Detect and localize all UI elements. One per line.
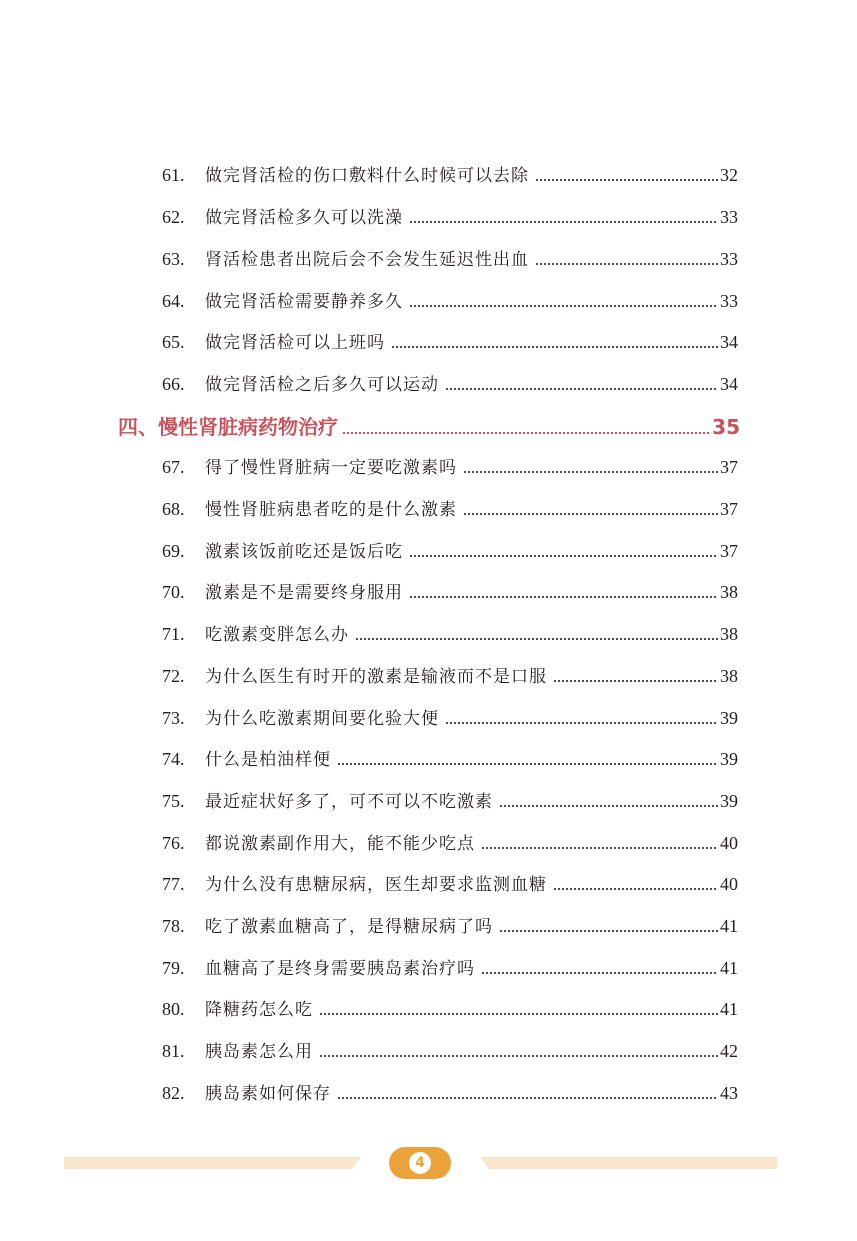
entry-title: 做完肾活检的伤口敷料什么时候可以去除: [205, 166, 529, 186]
entry-number: 67.: [162, 457, 185, 477]
dot-leader: [481, 845, 718, 851]
dot-leader: [409, 219, 718, 225]
entry-title: 都说激素副作用大，能不能少吃点: [205, 834, 475, 854]
entry-title: 激素该饭前吃还是饭后吃: [205, 542, 403, 562]
dot-leader: [342, 430, 710, 436]
entry-title: 血糖高了是终身需要胰岛素治疗吗: [205, 959, 475, 979]
entry-number: 82.: [162, 1083, 185, 1103]
toc-entry[interactable]: [162, 494, 738, 524]
entry-title: 做完肾活检需要静养多久: [205, 292, 403, 312]
footer-bar-right: [480, 1157, 777, 1169]
toc-entry[interactable]: [162, 953, 738, 983]
entry-page: 38: [720, 582, 738, 602]
section-page: 35: [712, 415, 740, 439]
entry-number: 72.: [162, 666, 185, 686]
entry-title: 做完肾活检多久可以洗澡: [205, 208, 403, 228]
toc-entry[interactable]: [162, 786, 738, 816]
dot-leader: [409, 553, 718, 559]
entry-title: 吃激素变胖怎么办: [205, 625, 349, 645]
entry-page: 37: [720, 541, 738, 561]
toc-entry[interactable]: [162, 160, 738, 190]
dot-leader: [445, 386, 718, 392]
dot-leader: [535, 177, 718, 183]
toc-entry[interactable]: [162, 369, 738, 399]
entry-title: 肾活检患者出院后会不会发生延迟性出血: [205, 250, 529, 270]
dot-leader: [499, 928, 718, 934]
entry-number: 74.: [162, 749, 185, 769]
entry-title: 做完肾活检之后多久可以运动: [205, 375, 439, 395]
toc-entry[interactable]: [162, 744, 738, 774]
entry-title: 慢性肾脏病患者吃的是什么激素: [205, 500, 457, 520]
toc-entry[interactable]: [162, 1078, 738, 1108]
entry-number: 79.: [162, 958, 185, 978]
entry-title: 得了慢性肾脏病一定要吃激素吗: [205, 458, 457, 478]
entry-number: 62.: [162, 207, 185, 227]
toc-entry[interactable]: [162, 244, 738, 274]
entry-page: 39: [720, 708, 738, 728]
toc-entry[interactable]: [162, 869, 738, 899]
dot-leader: [391, 344, 718, 350]
entry-page: 39: [720, 791, 738, 811]
entry-title: 胰岛素怎么用: [205, 1042, 313, 1062]
entry-page: 41: [720, 999, 738, 1019]
toc-entry[interactable]: [162, 911, 738, 941]
entry-page: 38: [720, 666, 738, 686]
dot-leader: [553, 886, 718, 892]
dot-leader: [355, 636, 718, 642]
entry-title: 激素是不是需要终身服用: [205, 583, 403, 603]
entry-number: 63.: [162, 249, 185, 269]
entry-title: 胰岛素如何保存: [205, 1084, 331, 1104]
dot-leader: [409, 594, 718, 600]
entry-page: 40: [720, 833, 738, 853]
entry-number: 78.: [162, 916, 185, 936]
toc-entry[interactable]: [162, 286, 738, 316]
dot-leader: [553, 678, 718, 684]
entry-title: 为什么没有患糖尿病，医生却要求监测血糖: [205, 875, 547, 895]
dot-leader: [499, 803, 718, 809]
entry-title: 什么是柏油样便: [205, 750, 331, 770]
entry-page: 40: [720, 874, 738, 894]
toc-entry[interactable]: [162, 661, 738, 691]
entry-title: 为什么吃激素期间要化验大便: [205, 709, 439, 729]
dot-leader: [463, 511, 718, 517]
entry-page: 37: [720, 457, 738, 477]
entry-page: 42: [720, 1041, 738, 1061]
toc-entry[interactable]: [162, 577, 738, 607]
entry-page: 33: [720, 207, 738, 227]
dot-leader: [463, 469, 718, 475]
entry-page: 39: [720, 749, 738, 769]
entry-number: 69.: [162, 541, 185, 561]
dot-leader: [409, 303, 718, 309]
entry-number: 73.: [162, 708, 185, 728]
entry-title: 降糖药怎么吃: [205, 1000, 313, 1020]
toc-entry[interactable]: [162, 536, 738, 566]
toc-entry[interactable]: [162, 619, 738, 649]
entry-number: 61.: [162, 165, 185, 185]
section-title: 四、慢性肾脏病药物治疗: [118, 415, 338, 439]
entry-title: 做完肾活检可以上班吗: [205, 333, 385, 353]
entry-page: 33: [720, 249, 738, 269]
entry-page: 32: [720, 165, 738, 185]
entry-number: 76.: [162, 833, 185, 853]
entry-number: 66.: [162, 374, 185, 394]
entry-number: 80.: [162, 999, 185, 1019]
page-number-badge: [389, 1147, 451, 1179]
entry-number: 70.: [162, 582, 185, 602]
entry-page: 34: [720, 332, 738, 352]
dot-leader: [337, 1095, 718, 1101]
toc-entry[interactable]: [162, 994, 738, 1024]
footer-bar-left: [64, 1157, 361, 1169]
entry-number: 77.: [162, 874, 185, 894]
entry-title: 吃了激素血糖高了，是得糖尿病了吗: [205, 917, 493, 937]
entry-number: 65.: [162, 332, 185, 352]
entry-number: 75.: [162, 791, 185, 811]
entry-page: 33: [720, 291, 738, 311]
entry-page: 41: [720, 958, 738, 978]
entry-page: 43: [720, 1083, 738, 1103]
entry-page: 41: [720, 916, 738, 936]
toc-entry[interactable]: [162, 828, 738, 858]
toc-entry[interactable]: [162, 202, 738, 232]
entry-number: 81.: [162, 1041, 185, 1061]
dot-leader: [337, 761, 718, 767]
dot-leader: [319, 1011, 718, 1017]
entry-title: 为什么医生有时开的激素是输液而不是口服: [205, 667, 547, 687]
toc-entry[interactable]: [162, 1036, 738, 1066]
entry-title: 最近症状好多了，可不可以不吃激素: [205, 792, 493, 812]
toc-entry[interactable]: [162, 703, 738, 733]
dot-leader: [445, 720, 718, 726]
entry-number: 64.: [162, 291, 185, 311]
entry-number: 68.: [162, 499, 185, 519]
toc-entry[interactable]: [162, 327, 738, 357]
entry-page: 37: [720, 499, 738, 519]
toc-section-heading[interactable]: [118, 410, 740, 444]
dot-leader: [319, 1053, 718, 1059]
toc-entry[interactable]: [162, 452, 738, 482]
dot-leader: [481, 970, 718, 976]
entry-number: 71.: [162, 624, 185, 644]
page-number: 4: [409, 1152, 431, 1174]
entry-page: 38: [720, 624, 738, 644]
entry-page: 34: [720, 374, 738, 394]
dot-leader: [535, 261, 718, 267]
